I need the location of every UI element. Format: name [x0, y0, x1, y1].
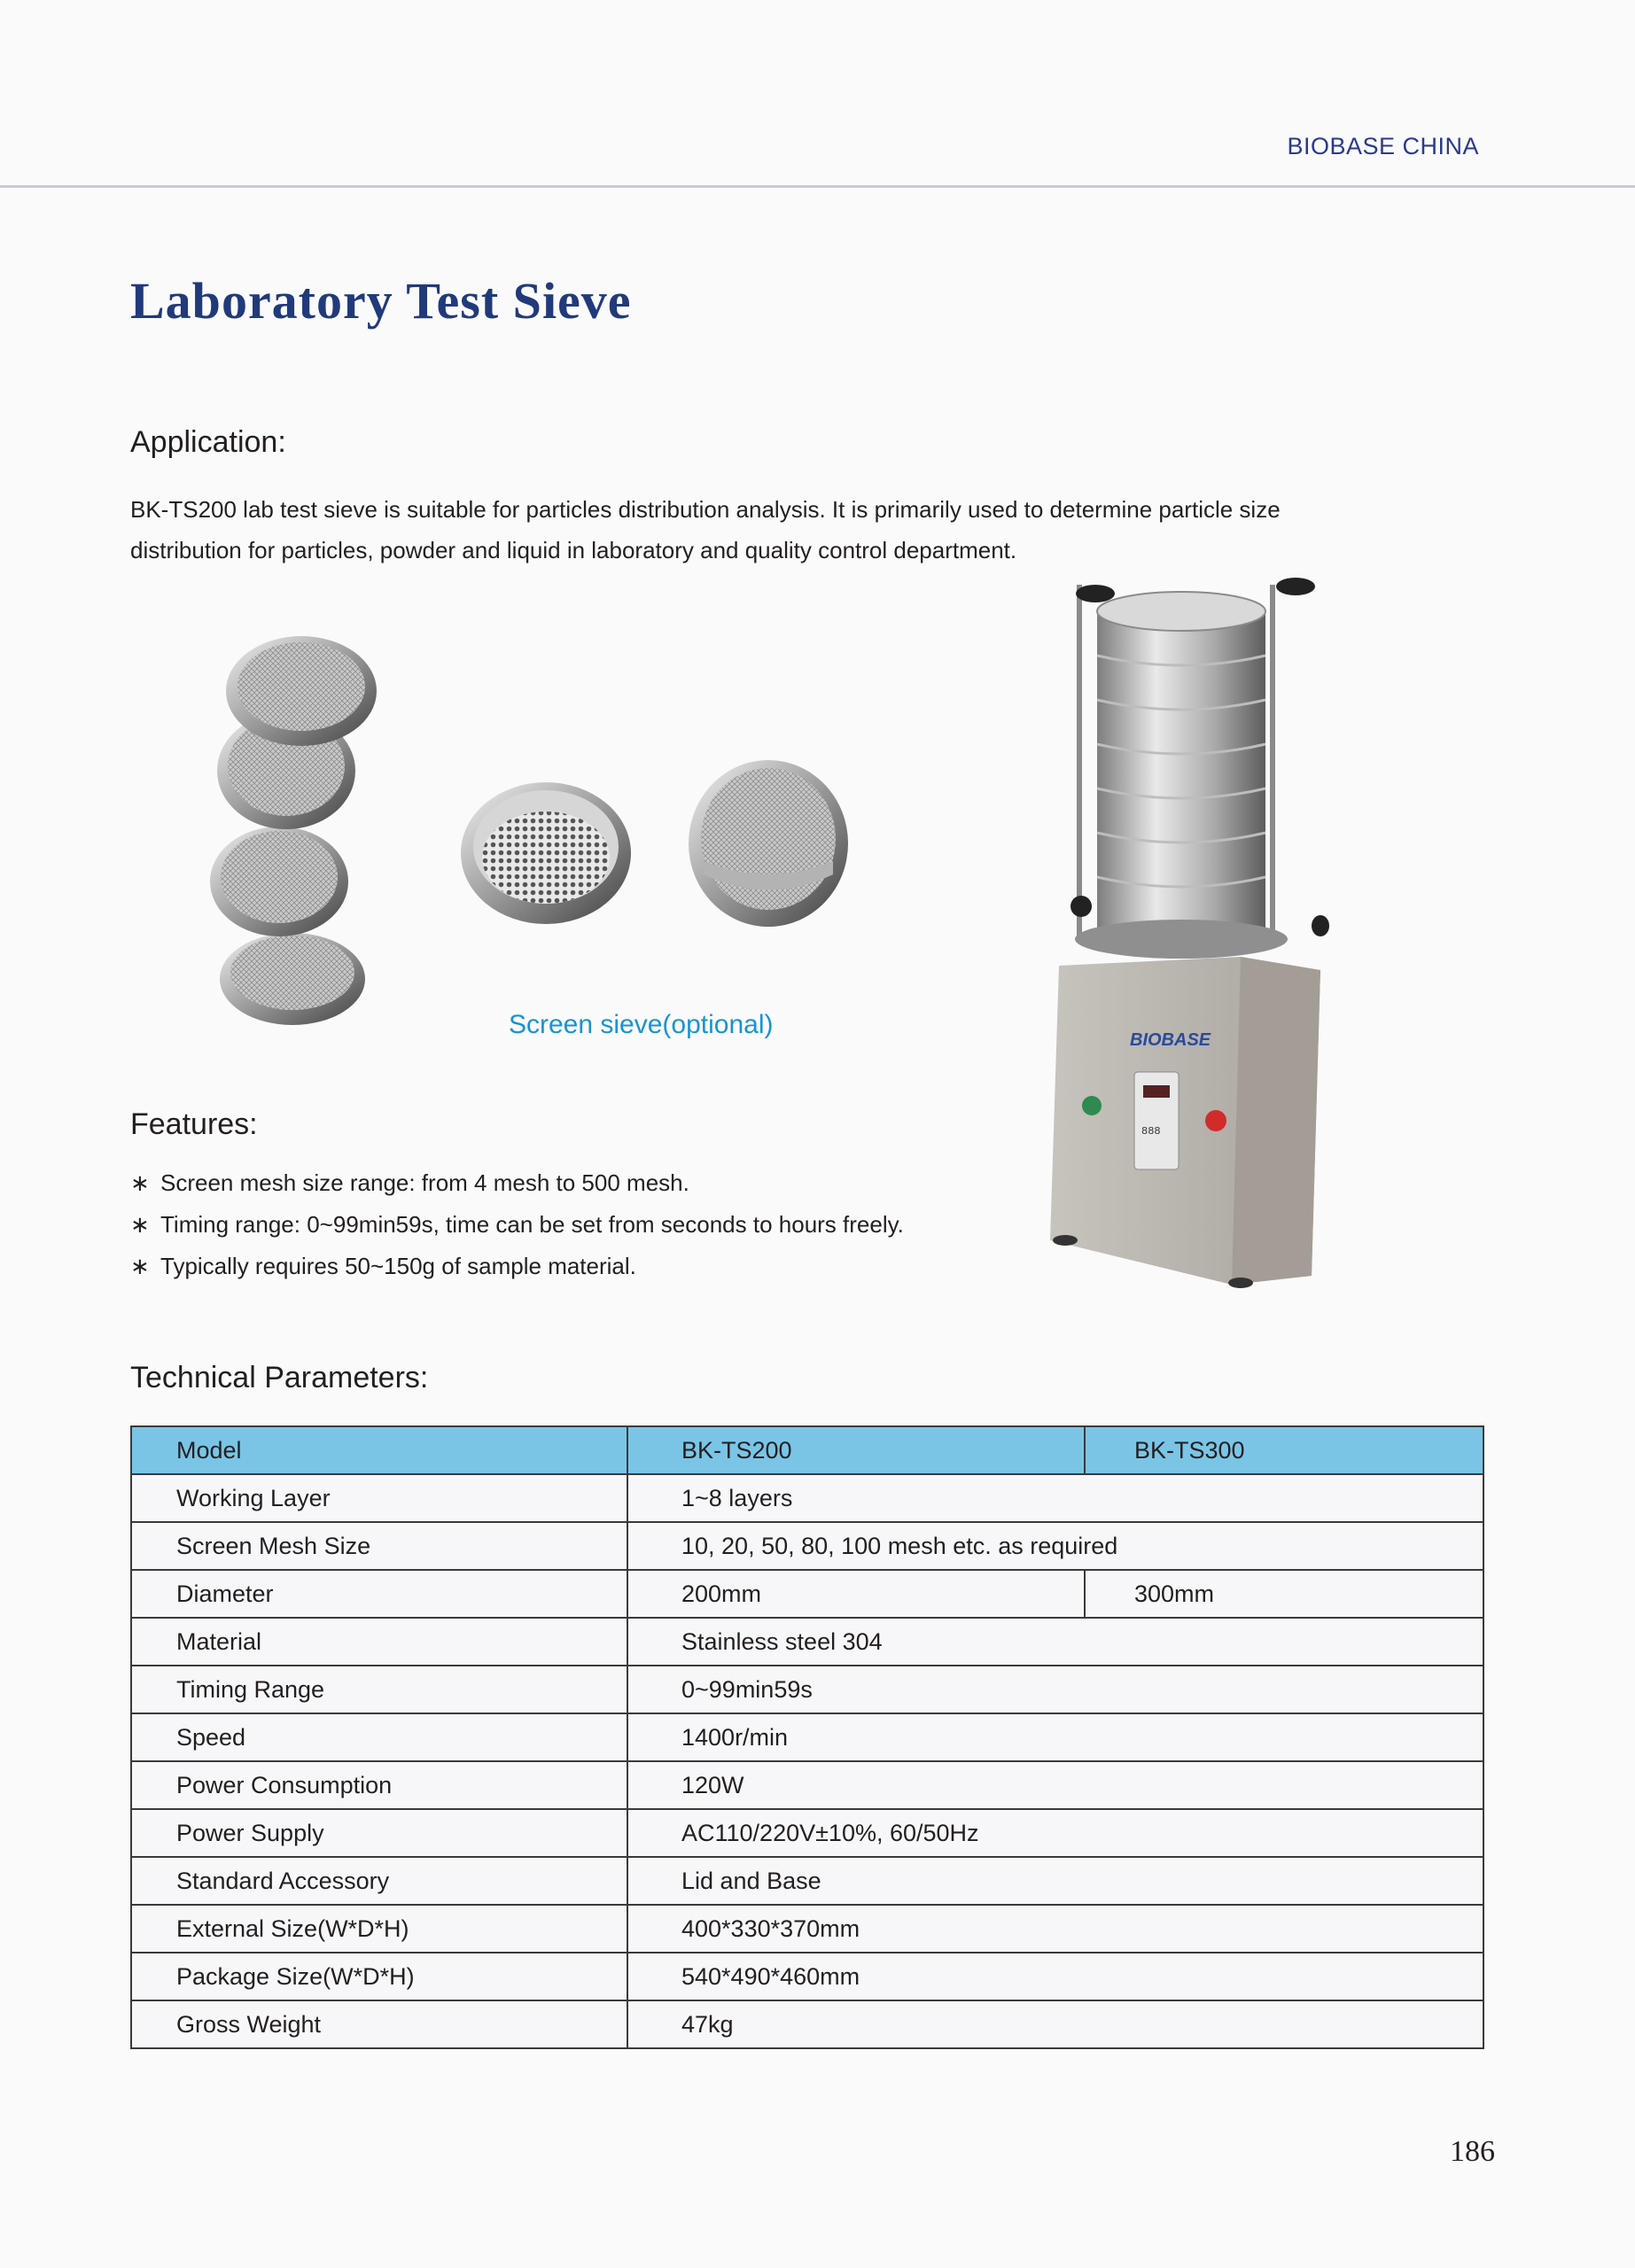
- row-value: 120W: [627, 1761, 1483, 1809]
- row-label: Timing Range: [131, 1666, 627, 1713]
- row-label: Material: [131, 1618, 627, 1666]
- row-label: Speed: [131, 1713, 627, 1761]
- row-label: External Size(W*D*H): [131, 1905, 627, 1953]
- row-label: Gross Weight: [131, 2000, 627, 2048]
- brand-name: BIOBASE CHINA: [1287, 133, 1479, 159]
- table-header-row: [131, 1426, 1483, 1474]
- features-heading: Features:: [130, 1107, 258, 1141]
- table-row: [131, 1809, 1483, 1857]
- header-cell-bk-ts300: BK-TS300: [1085, 1426, 1483, 1474]
- table-row: [131, 1953, 1483, 2000]
- row-value: Stainless steel 304: [627, 1618, 1483, 1666]
- table-row: [131, 1905, 1483, 1953]
- table-row: [131, 1570, 1483, 1618]
- row-label: Power Supply: [131, 1809, 627, 1857]
- application-heading: Application:: [130, 425, 286, 459]
- row-value: 0~99min59s: [627, 1666, 1483, 1713]
- image-caption: Screen sieve(optional): [509, 1010, 774, 1039]
- table-row: [131, 1857, 1483, 1905]
- application-line-1: BK-TS200 lab test sieve is suitable for particles distribution analysis. It is primarily used to determine particle size: [130, 496, 1281, 523]
- application-paragraph: [130, 489, 1415, 571]
- row-value: 540*490*460mm: [627, 1953, 1483, 2000]
- machine-logo: BIOBASE: [1130, 1030, 1211, 1050]
- row-label: Screen Mesh Size: [131, 1522, 627, 1570]
- row-value: Lid and Base: [627, 1857, 1483, 1905]
- machine-display: 888: [1141, 1125, 1161, 1138]
- stacked-sieves-image: [191, 629, 394, 1037]
- bullet-icon: ∗: [130, 1211, 150, 1238]
- row-value: 1400r/min: [627, 1713, 1483, 1761]
- feature-item: ∗ Timing range: 0~99min59s, time can be set from seconds to hours freely.: [130, 1204, 904, 1246]
- bullet-icon: ∗: [130, 1253, 150, 1279]
- parameters-table: [130, 1425, 1484, 2049]
- screen-sieve-image-1: [457, 769, 635, 928]
- row-value: AC110/220V±10%, 60/50Hz: [627, 1809, 1483, 1857]
- table-row: [131, 1761, 1483, 1809]
- row-value: 10, 20, 50, 80, 100 mesh etc. as required: [627, 1522, 1483, 1570]
- table-row: [131, 1522, 1483, 1570]
- table-row: [131, 1713, 1483, 1761]
- features-list: [130, 1162, 904, 1287]
- row-value: 1~8 layers: [627, 1474, 1483, 1522]
- feature-item: ∗ Typically requires 50~150g of sample material.: [130, 1246, 904, 1287]
- row-value: 200mm: [627, 1570, 1085, 1618]
- technical-heading: Technical Parameters:: [130, 1361, 429, 1394]
- page-number: 186: [1450, 2135, 1495, 2168]
- row-label: Standard Accessory: [131, 1857, 627, 1905]
- table-row: [131, 1618, 1483, 1666]
- header-cell-model: Model: [131, 1426, 627, 1474]
- header-cell-bk-ts200: BK-TS200: [627, 1426, 1085, 1474]
- table-row: [131, 2000, 1483, 2048]
- row-label: Power Consumption: [131, 1761, 627, 1809]
- header-divider: [0, 185, 1635, 188]
- application-line-2: distribution for particles, powder and liquid in laboratory and quality control department.: [130, 537, 1017, 563]
- row-value: 400*330*370mm: [627, 1905, 1483, 1953]
- row-value: 47kg: [627, 2000, 1483, 2048]
- page-title: Laboratory Test Sieve: [130, 272, 632, 330]
- row-label: Package Size(W*D*H): [131, 1953, 627, 2000]
- feature-item: ∗ Screen mesh size range: from 4 mesh to 500 mesh.: [130, 1162, 904, 1204]
- bullet-icon: ∗: [130, 1169, 150, 1196]
- table-row: [131, 1474, 1483, 1522]
- table-row: [131, 1666, 1483, 1713]
- row-label: Working Layer: [131, 1474, 627, 1522]
- sieve-shaker-image: [1019, 567, 1338, 1293]
- row-value-2: 300mm: [1085, 1570, 1483, 1618]
- row-label: Diameter: [131, 1570, 627, 1618]
- screen-sieve-image-2: [684, 755, 853, 932]
